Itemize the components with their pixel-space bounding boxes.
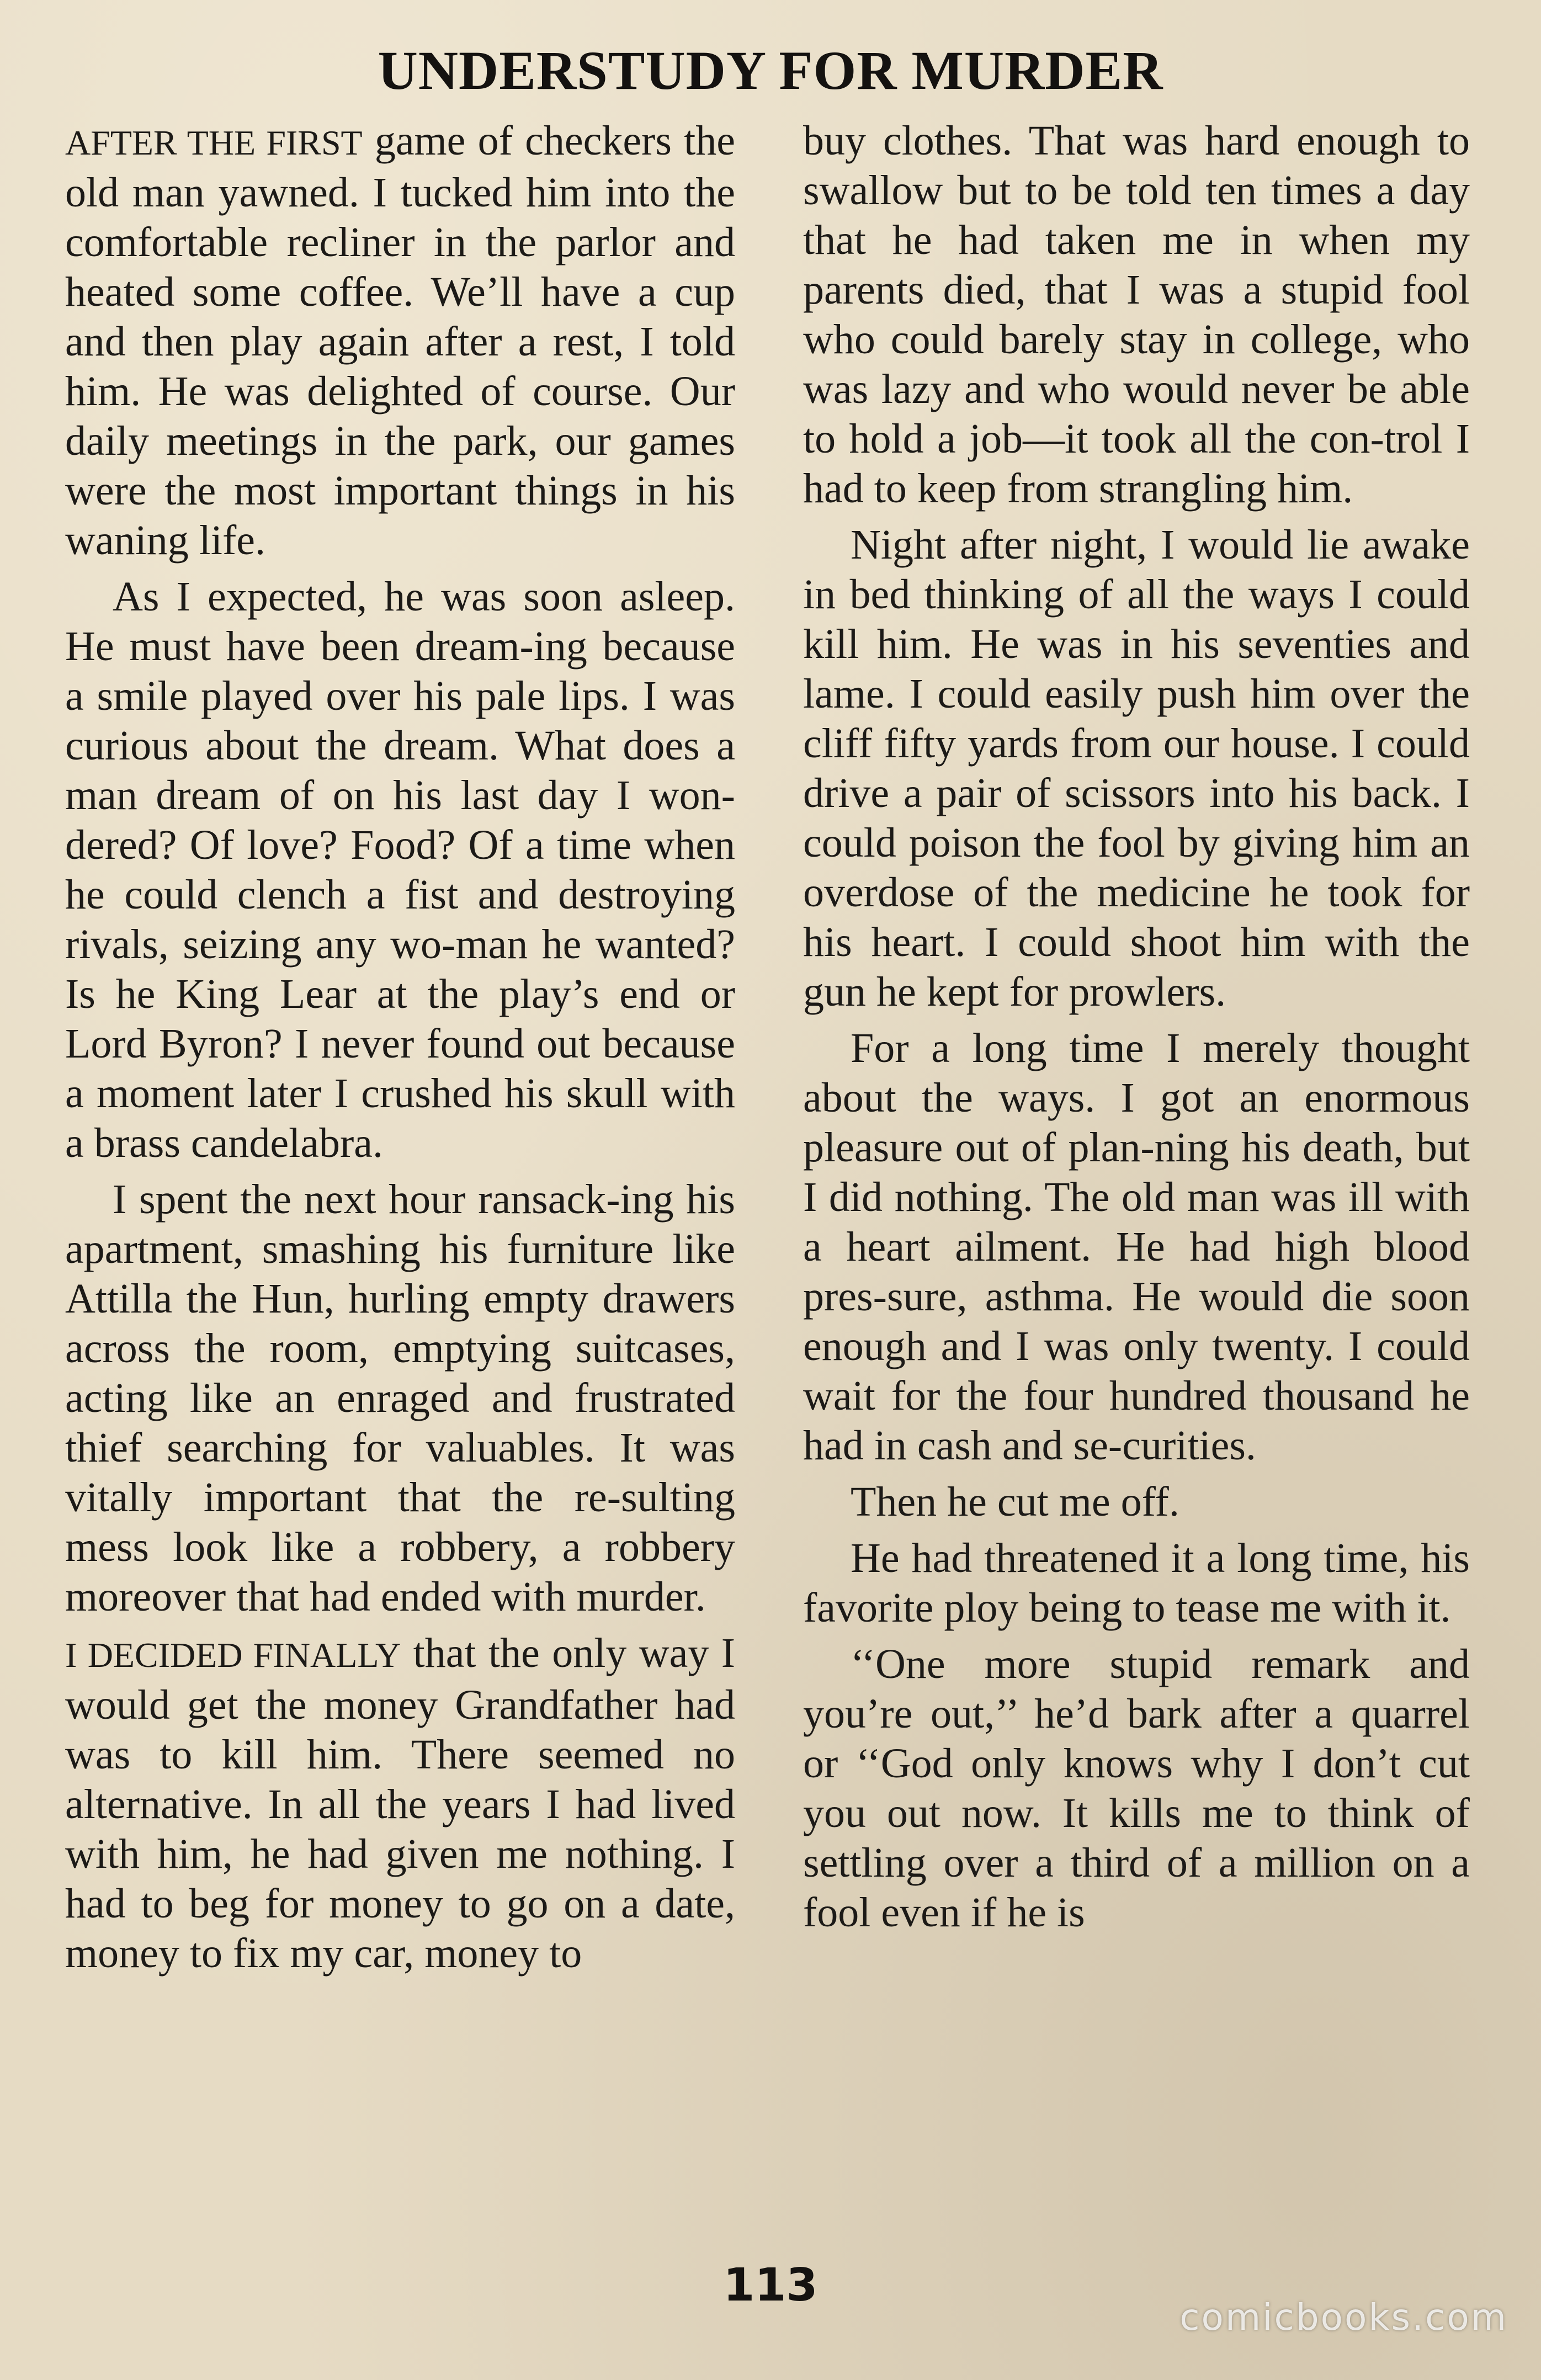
right-column [803, 116, 1470, 1937]
paragraph: I spent the next hour ransack-ing his apartment, smashing his furniture like Attilla the Hun, hurling empty drawers across the room, emptying suitcases, acting like an enraged and frustrated thief searching for valuables. It was vitally important that the re-sulting mess look like a robbery, a robbery moreover that had ended with murder. [65, 1176, 735, 1620]
paragraph: For a long time I merely thought about the ways. I got an enormous pleasure out of plan-ning his death, but I did nothing. The old man was ill with a heart ailment. He had high blood pres-sure, asthma. He would die soon enough and I was only twenty. I could wait for the four hundred thousand he had in cash and se-curities. [803, 1025, 1470, 1469]
paragraph [65, 1628, 735, 1978]
paragraph [65, 116, 735, 565]
paragraph: As I expected, he was soon asleep. He must have been dream-ing because a smile played over his pale lips. I was curious about the dream. What does a man dream of on his last day I won-dered? Of love? Food? Of a time when he could clench a fist and destroying rivals, seizing any wo-man he wanted? Is he King Lear at the play’s end or Lord Byron? I never found out because a moment later I crushed his skull with a brass candelabra. [65, 573, 735, 1166]
paragraph: Night after night, I would lie awake in bed thinking of all the ways I could kill him. He was in his seventies and lame. I could easily push him over the cliff fifty yards from our house. I could drive a pair of scissors into his back. I could poison the fool by giving him an overdose of the medicine he took for his heart. I could shoot him with the gun he kept for prowlers. [803, 522, 1470, 1015]
watermark: comicbooks.com [1179, 2296, 1508, 2339]
story-title: UNDERSTUDY FOR MURDER [378, 40, 1163, 101]
smallcaps-lead-in: I DECIDED FINALLY [65, 1635, 401, 1675]
paragraph: ‘‘One more stupid remark and you’re out,’’ he’d bark after a quarrel or ‘‘God only knows why I don’t cut you out now. It kills me to think of settling over a third of a million on a fool even if he is [803, 1641, 1470, 1936]
paragraph-text: that the only way I would get the money Grandfather had was to kill him. There seemed no alternative. In all the years I had lived with him, he had given me nothing. I had to beg for money to go on a date, money to fix my car, money to [65, 1630, 736, 1977]
left-column [65, 116, 735, 1978]
paragraph: buy clothes. That was hard enough to swallow but to be told ten times a day that he had taken me in when my parents died, that I was a stupid fool who could barely stay in college, who was lazy and who would never be able to hold a job—it took all the con-trol I had to keep from strangling him. [803, 118, 1470, 512]
page-number: 113 [723, 2259, 818, 2312]
paragraph: Then he cut me off. [851, 1479, 1179, 1525]
smallcaps-lead-in: AFTER THE FIRST [65, 123, 363, 162]
paragraph-text: game of checkers the old man yawned. I tucked him into the comfortable recliner in the parlor and heated some coffee. We’ll have a cup and then play again after a rest, I told him. He was delighted of course. Our daily meetings in the park, our games were the most important things in his waning life. [65, 118, 735, 564]
paragraph: He had threatened it a long time, his favorite ploy being to tease me with it. [803, 1535, 1470, 1631]
